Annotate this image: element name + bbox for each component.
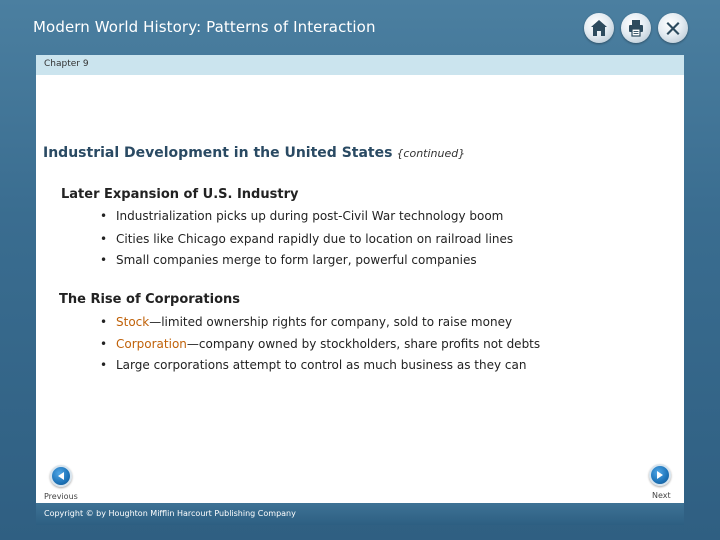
bullet-icon: •: [100, 253, 108, 267]
chapter-bar: [36, 55, 684, 75]
left-arrow-icon: [56, 471, 66, 481]
bullet-icon: •: [100, 315, 108, 329]
copyright-text: Copyright © by Houghton Mifflin Harcourt Publishing Company: [44, 509, 296, 518]
close-icon: [663, 18, 683, 38]
home-icon: [589, 18, 609, 38]
list-item-text: —limited ownership rights for company, sold to raise money: [149, 315, 513, 329]
list-item: [100, 315, 512, 329]
home-button[interactable]: [584, 13, 614, 43]
footer-bar: [36, 503, 684, 525]
list-item: [100, 232, 513, 246]
previous-label[interactable]: Previous: [44, 492, 78, 501]
top-bar: [0, 0, 720, 54]
bullet-icon: •: [100, 209, 108, 223]
list-item: [100, 337, 540, 351]
bullet-icon: •: [100, 358, 108, 372]
app-title: Modern World History: Patterns of Interaction: [33, 18, 376, 36]
print-button[interactable]: [621, 13, 651, 43]
list-item-text: Cities like Chicago expand rapidly due to location on railroad lines: [116, 232, 514, 246]
right-arrow-icon: [655, 470, 665, 480]
slide-content: [36, 75, 684, 503]
list-item-text: Small companies merge to form larger, powerful companies: [116, 253, 477, 267]
slide-title: [43, 145, 465, 161]
list-item: [100, 358, 526, 372]
list-item-text: —company owned by stockholders, share profits not debts: [186, 337, 541, 351]
slide-title-suffix: {continued}: [396, 147, 466, 160]
printer-icon: [626, 18, 646, 38]
list-item: [100, 253, 477, 267]
term-highlight: Corporation: [116, 337, 187, 351]
previous-button[interactable]: [50, 465, 72, 487]
term-highlight: Stock: [116, 315, 150, 329]
chapter-label: Chapter 9: [44, 59, 89, 69]
list-item-text: Industrialization picks up during post-Civil War technology boom: [116, 209, 504, 223]
next-label[interactable]: Next: [652, 491, 671, 500]
section-heading: The Rise of Corporations: [59, 292, 241, 307]
slide-title-text: Industrial Development in the United States: [43, 145, 393, 161]
list-item-text: Large corporations attempt to control as much business as they can: [116, 358, 527, 372]
section-heading: Later Expansion of U.S. Industry: [61, 187, 299, 202]
bullet-icon: •: [100, 232, 108, 246]
close-button[interactable]: [658, 13, 688, 43]
bullet-icon: •: [100, 337, 108, 351]
list-item: [100, 209, 503, 223]
next-button[interactable]: [649, 464, 671, 486]
